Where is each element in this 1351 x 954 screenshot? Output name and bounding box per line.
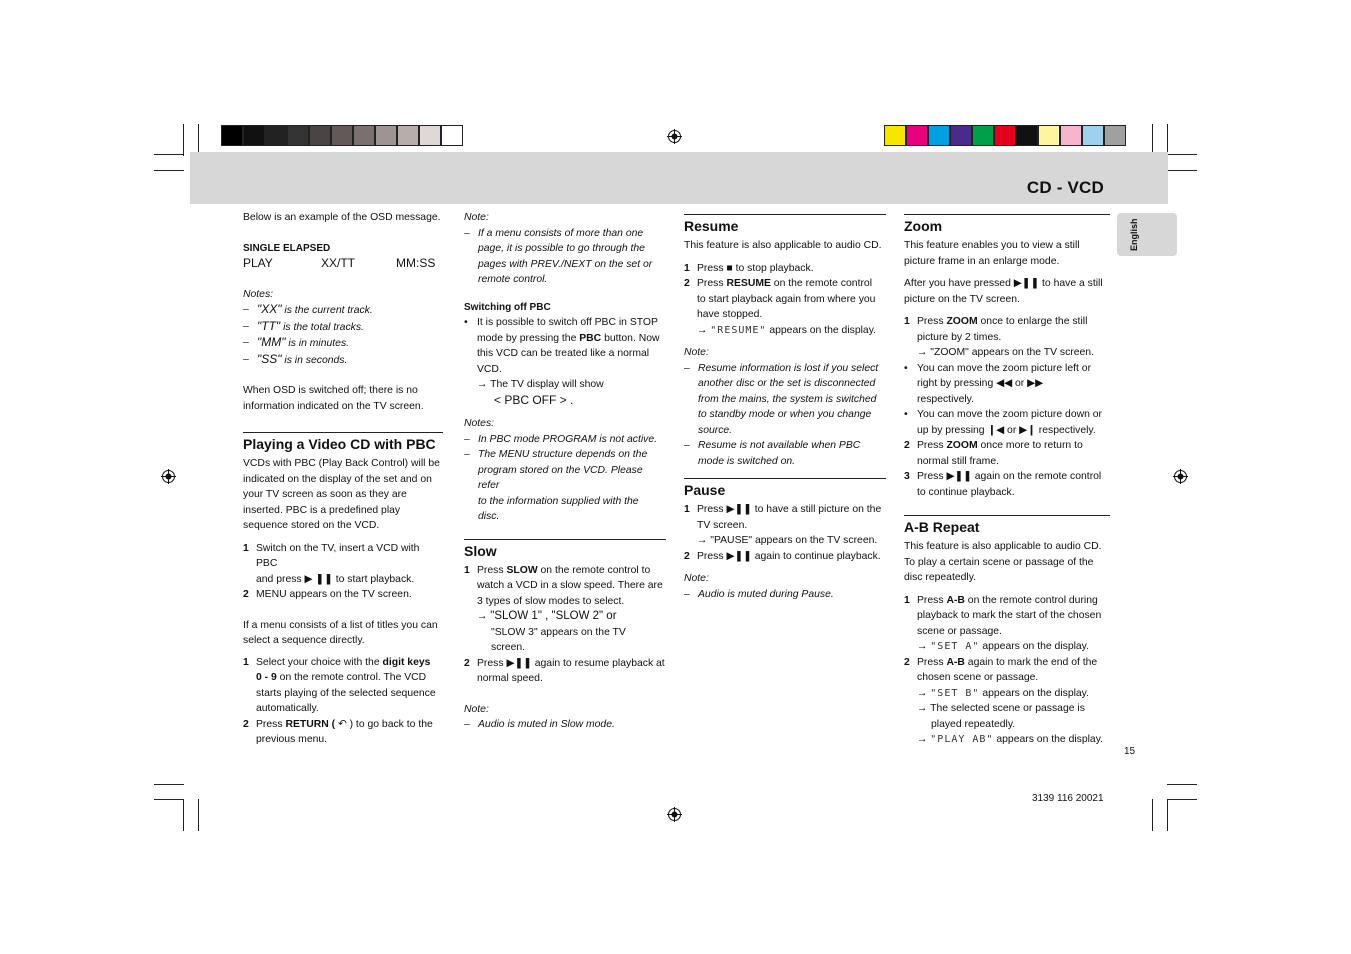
col3-note1-line: another disc or the set is disconnected (698, 378, 876, 389)
switch-off-pbc-title: Switching off PBC (464, 301, 551, 313)
ab-step-1-text: Press (917, 594, 947, 606)
zoom-step-2: 2 Press ZOOM once more to return to normal still frame. (904, 440, 1083, 467)
resume-arrow-text: appears on the display. (766, 324, 877, 336)
resume-note-title: Note: (684, 347, 709, 358)
osd-note-code: "MM" (257, 335, 286, 349)
set-b-lcd: "SET B" (930, 687, 980, 699)
registration-target-icon (667, 807, 682, 822)
calibration-swatch (928, 125, 950, 146)
zoom-step-2-text: Press (917, 440, 947, 451)
arrow-icon: → (917, 687, 928, 699)
slow-modes-line-3: screen. (491, 642, 526, 653)
arrow-icon: → (917, 703, 928, 714)
ab-step-2-arrow-2-text-2: played repeatedly. (931, 718, 1016, 730)
osd-note-code: "TT" (257, 318, 281, 333)
pbc-intro-line: inserted. PBC is a predefined play (243, 504, 401, 516)
registration-target-icon (667, 129, 682, 144)
calibration-swatch (1104, 125, 1126, 146)
digit-range-label: 0 - 9 (256, 672, 277, 683)
arrow-icon: → (917, 734, 928, 745)
calibration-swatch (221, 125, 243, 146)
col2-notes2-line: program stored on the VCD. Please refer (478, 464, 643, 491)
col3-note1-line: Resume information is lost if you select (698, 362, 879, 374)
arrow-icon: → (477, 379, 488, 390)
resume-step-2-text-2: on the remote control (770, 278, 872, 289)
slow-step-1-text-4: 3 types of slow modes to select. (477, 595, 625, 607)
calibration-swatch (397, 125, 419, 146)
col2-notes2-line: to the information supplied with the (478, 495, 639, 507)
calibration-swatch (375, 125, 397, 146)
zoom-key-label-2: ZOOM (946, 440, 978, 451)
ab-step-2-arrow-text: appears on the display. (979, 687, 1089, 699)
ab-step-2: 2 Press A-B again to mark the end of the chosen scene or passage. → "SET B" appears on the display. → The selected scene or passage is played repeatedly. → "PLAY AB" appears on the display. (904, 656, 1104, 745)
crop-mark (1167, 170, 1197, 171)
slow-note: – Audio is muted in Slow mode. (464, 717, 666, 733)
col2-notes2-line: disc. (478, 511, 500, 522)
section-heading-resume: Resume (684, 214, 886, 235)
part-number: 3139 116 20021 (1032, 793, 1104, 804)
switch-line-3: button. Now (601, 332, 660, 344)
zoom-after-line: picture on the TV screen. (904, 293, 1020, 305)
zoom-step-3-text: Press ▶❚❚ again on the remote control (917, 471, 1102, 482)
resume-intro: This feature is also applicable to audio CD. (684, 240, 882, 251)
switch-line-4: this VCD can be treated like a normal (477, 348, 650, 359)
section-heading-pause: Pause (684, 478, 886, 499)
slow-step-1-text: Press (477, 564, 507, 576)
ab-step-1-text-3: playback to mark the start of the chosen (917, 610, 1102, 621)
section-heading-zoom: Zoom (904, 214, 1110, 235)
col3-note2-line: Resume is not available when PBC (698, 440, 861, 451)
crop-mark (183, 124, 184, 156)
return-icon: ↶ (337, 718, 347, 730)
column-1 (243, 210, 443, 748)
calibration-swatch (1016, 125, 1038, 146)
calibration-swatch (243, 125, 265, 146)
slow-modes-line-2: "SLOW 3" appears on the TV (491, 626, 626, 638)
switch-arrow-text: The TV display will show (490, 379, 604, 390)
notes-title: Notes: (243, 288, 274, 300)
osd-note-text: is in seconds. (281, 354, 348, 366)
zoom-step-1-text-3: picture by 2 times. (917, 331, 1002, 343)
zb2-line: up by pressing ❙◀ or ▶❙ respectively. (917, 424, 1096, 436)
col2-note-line: remote control. (478, 274, 548, 285)
calibration-swatch (419, 125, 441, 146)
section-heading-slow: Slow (464, 539, 666, 560)
crop-mark (1167, 154, 1197, 155)
col2-note-line: page, it is possible to go through the (478, 243, 645, 254)
calibration-swatch (884, 125, 906, 146)
crop-mark (154, 154, 184, 155)
zoom-step-3: 3 Press ▶❚❚ again on the remote control to continue playback. (904, 471, 1102, 498)
pbc-note-1-text: In PBC mode PROGRAM is not active. (478, 433, 658, 445)
ab-step-1-arrow-text: appears on the display. (979, 641, 1089, 652)
osd-play: PLAY (243, 256, 273, 270)
pause-step-1-text: Press ▶❚❚ to have a still picture on the (697, 504, 882, 515)
pbc-intro-line: VCDs with PBC (Play Back Control) will be (243, 458, 440, 469)
ab-intro (904, 539, 1110, 586)
slow-step-1: 1 Press SLOW on the remote control to watch a VCD in a slow speed. There are 3 types of slow modes to select. → "SLOW 1" , "SLOW 2" or "SLOW 3" appears on the TV screen. (464, 564, 663, 653)
zoom-step-2-text-2: once more to return to (977, 440, 1083, 451)
calibration-swatch (441, 125, 463, 146)
pbc-step-1-line-1: Switch on the TV, insert a VCD with PBC (256, 542, 420, 569)
ab-intro-line: This feature is also applicable to audio CD. (904, 541, 1102, 552)
osd-note: – "MM" is in minutes. (243, 335, 350, 349)
select-step-2-text-2: ) to go back to the (346, 718, 433, 730)
crop-mark (154, 799, 184, 800)
arrow-icon: → (697, 535, 708, 546)
pause-step-1-text-2: TV screen. (697, 519, 748, 531)
select-step-1-text: Select your choice with the (256, 656, 383, 668)
menu-note-title: Note: (464, 212, 489, 223)
arrow-icon: → (697, 324, 708, 336)
zoom-intro-line: This feature enables you to view a still (904, 240, 1080, 251)
registration-target-icon (1173, 469, 1188, 484)
section-heading-ab-repeat: A-B Repeat (904, 515, 1110, 536)
col2-note-line: If a menu consists of more than one (478, 227, 644, 239)
language-tab (1117, 213, 1177, 256)
pbc-notes-title: Notes: (464, 418, 495, 429)
osd-note: – "XX" is the current track. (243, 302, 373, 316)
crop-mark (154, 170, 184, 171)
zoom-step-3-text-2: to continue playback. (917, 486, 1015, 498)
slow-step-1-text-3: watch a VCD in a slow speed. There are (477, 580, 663, 591)
resume-key-label: RESUME (726, 278, 771, 289)
pause-step-2-text: Press ▶❚❚ again to continue playback. (697, 550, 881, 562)
pause-note: – Audio is muted during Pause. (684, 587, 886, 603)
pbc-intro-line: indicated on the display of the set and on (243, 473, 432, 485)
pause-arrow-text: "PAUSE" appears on the TV screen. (710, 535, 878, 546)
osd-label: SINGLE ELAPSED (243, 242, 331, 254)
crop-mark (154, 784, 184, 785)
calibration-swatch (1082, 125, 1104, 146)
language-tab-label: English (1129, 218, 1139, 251)
arrow-icon: → (917, 641, 928, 652)
crop-mark (198, 799, 199, 831)
slow-step-1-text-2: on the remote control to (537, 564, 651, 576)
pause-note-text: Audio is muted during Pause. (698, 588, 834, 600)
osd-tracks: XX/TT (321, 256, 356, 270)
resume-step-1: 1 Press ■ to stop playback. (684, 261, 886, 277)
slow-key-label: SLOW (506, 564, 538, 576)
zoom-step-1: 1 Press ZOOM once to enlarge the still picture by 2 times. → "ZOOM" appears on the TV screen. (904, 316, 1094, 358)
select-step-2-text: Press (256, 718, 286, 730)
column-4 (904, 210, 1110, 748)
osd-time: MM:SS (396, 256, 436, 270)
zoom-arrow-text: "ZOOM" appears on the TV screen. (930, 347, 1094, 358)
digit-keys-label: digit keys (382, 656, 431, 668)
menu-list-line-1: If a menu consists of a list of titles you can (243, 619, 438, 631)
section-heading-pbc: Playing a Video CD with PBC (243, 432, 443, 453)
crop-mark (1167, 799, 1168, 831)
ab-step-2-arrow-3-text: appears on the display. (993, 734, 1104, 745)
page-number: 15 (1124, 746, 1136, 757)
page-title: CD - VCD (1026, 178, 1104, 197)
osd-row (243, 256, 443, 272)
switch-line-2: mode by pressing the (477, 332, 580, 344)
crop-mark (1152, 799, 1153, 831)
pbc-step-1: 1 Switch on the TV, insert a VCD with PBC and press ▶ ❚❚ to start playback. (243, 542, 420, 585)
zoom-step-2-text-3: normal still frame. (917, 455, 999, 467)
pbc-step-2: 2 MENU appears on the TV screen. (243, 587, 443, 603)
registration-target-icon (161, 469, 176, 484)
pbc-step-2-text: MENU appears on the TV screen. (256, 589, 412, 600)
osd-note-text: is the total tracks. (280, 321, 364, 333)
calibration-swatch (309, 125, 331, 146)
pbc-intro-line: your TV screen as soon as they are (243, 489, 407, 500)
pbc-note-2: – The MENU structure depends on the program stored on the VCD. Please refer to the information supplied with the disc. (464, 447, 666, 525)
play-ab-lcd: "PLAY AB" (930, 734, 994, 745)
zoom-bullet-1: • You can move the zoom picture left or right by pressing ◀◀ or ▶▶ respectively. (904, 361, 1110, 408)
set-a-lcd: "SET A" (930, 641, 980, 652)
zoom-intro-line: picture frame in an enlarge mode. (904, 255, 1060, 267)
ab-step-2-text-3: chosen scene or passage. (917, 672, 1039, 683)
pbc-off-osd: < PBC OFF > . (494, 392, 574, 407)
osd-notes-list (243, 302, 443, 368)
ab-step-1: 1 Press A-B on the remote control during playback to mark the start of the chosen scene or passage. → "SET A" appears on the display. (904, 594, 1102, 652)
ab-step-2-text: Press (917, 656, 947, 668)
crop-mark (1167, 784, 1197, 785)
resume-step-2-text: Press (697, 278, 727, 289)
osd-note: – "TT" is the total tracks. (243, 318, 364, 333)
calibration-swatch (353, 125, 375, 146)
pause-step-1: 1 Press ▶❚❚ to have a still picture on the TV screen. → "PAUSE" appears on the TV screen. (684, 504, 882, 546)
menu-list-line-2: select a sequence directly. (243, 635, 365, 646)
ab-key-label-2: A-B (946, 656, 965, 668)
ab-step-2-text-2: again to mark the end of the (964, 656, 1098, 668)
zoom-step-1-text: Press (917, 316, 947, 327)
crop-mark (183, 799, 184, 831)
col3-note1-line: source. (698, 424, 733, 436)
resume-step-2-text-4: have stopped. (697, 309, 763, 320)
menu-note: – If a menu consists of more than one page, it is possible to go through the pages with PREV./NEXT on the set or remote control. (464, 226, 666, 288)
slow-step-2-text: Press ▶❚❚ again to resume playback at (477, 657, 665, 669)
calibration-swatch (906, 125, 928, 146)
zb2-line: You can move the zoom picture down or (917, 409, 1103, 420)
switch-line-1: It is possible to switch off PBC in STOP (477, 317, 658, 328)
pbc-step-1-line-2: and press ▶ ❚❚ to start playback. (256, 573, 415, 585)
ab-key-label: A-B (946, 594, 965, 606)
pbc-intro (243, 456, 443, 534)
column-2 (464, 210, 666, 733)
zoom-after (904, 276, 1110, 307)
calibration-swatch (287, 125, 309, 146)
switch-off-pbc-bullet: • It is possible to switch off PBC in STOP mode by pressing the PBC button. Now this VCD can be treated like a normal VCD. → The TV display will show < PBC OFF > . (464, 317, 660, 407)
zb1-line: right by pressing ◀◀ or ▶▶ (917, 378, 1044, 389)
select-step-1-text-2: on the remote control. The VCD (276, 672, 427, 683)
ab-step-2-arrow-2-text: The selected scene or passage is (930, 703, 1085, 714)
pause-note-title: Note: (684, 573, 709, 584)
header-band (190, 152, 1168, 204)
switch-line-5: VCD. (477, 363, 502, 375)
col3-note1-line: to standby mode or when you change (698, 409, 872, 420)
crop-mark (1167, 799, 1197, 800)
zoom-step-1-text-2: once to enlarge the still (977, 316, 1088, 327)
osd-note-code: "SS" (257, 351, 282, 366)
zoom-key-label: ZOOM (946, 316, 978, 327)
ab-intro-line: disc repeatedly. (904, 572, 977, 583)
slow-note-text: Audio is muted in Slow mode. (478, 719, 615, 730)
pbc-note-1: – In PBC mode PROGRAM is not active. (464, 432, 666, 448)
zb1-line: You can move the zoom picture left or (917, 362, 1092, 374)
col2-note-line: pages with PREV./NEXT on the set or (478, 258, 653, 270)
osd-off-line-2: information indicated on the TV screen. (243, 400, 424, 412)
calibration-swatch (950, 125, 972, 146)
ab-step-1-text-2: on the remote control during (964, 594, 1098, 606)
pbc-key-label: PBC (579, 332, 602, 344)
resume-step-1-text: Press ■ to stop playback. (697, 262, 814, 274)
resume-note-2: – Resume is not available when PBC mode is switched on. (684, 438, 886, 469)
slow-step-2-text-2: normal speed. (477, 673, 543, 684)
osd-note-text: is the current track. (281, 305, 373, 316)
osd-off-line-1: When OSD is switched off; there is no (243, 385, 418, 396)
osd-note-code: "XX" (257, 302, 282, 316)
zoom-after-line: After you have pressed ▶❚❚ to have a still (904, 278, 1103, 289)
column-3 (684, 210, 886, 602)
ab-step-1-text-4: scene or passage. (917, 625, 1002, 637)
ab-intro-line: To play a certain scene or passage of the (904, 556, 1094, 568)
pause-step-2: 2 Press ▶❚❚ again to continue playback. (684, 549, 886, 565)
select-step-1-text-4: automatically. (256, 703, 319, 714)
calibration-swatch (972, 125, 994, 146)
calibration-swatch (1060, 125, 1082, 146)
slow-step-2: 2 Press ▶❚❚ again to resume playback at normal speed. (464, 657, 665, 684)
zoom-bullet-2: • You can move the zoom picture down or up by pressing ❙◀ or ▶❙ respectively. (904, 407, 1110, 438)
select-step-1: 1 Select your choice with the digit keys 0 - 9 on the remote control. The VCD starts playing of the selected sequence automatically. (243, 656, 436, 714)
select-step-1-text-3: starts playing of the selected sequence (256, 687, 436, 699)
calibration-swatch (331, 125, 353, 146)
arrow-icon: → (477, 611, 488, 622)
zb1-line: respectively. (917, 393, 974, 405)
resume-note-1: – Resume information is lost if you select another disc or the set is disconnected from the mains, the system is switched to standby mode or when you change source. (684, 361, 886, 439)
resume-step-2-text-3: to start playback again from where you (697, 293, 876, 305)
calibration-swatch (1038, 125, 1060, 146)
select-step-2-text-3: previous menu. (256, 734, 328, 745)
osd-note: – "SS" is in seconds. (243, 351, 348, 366)
osd-note-text: is in minutes. (285, 338, 350, 349)
col3-note2-line: mode is switched on. (698, 455, 796, 467)
resume-lcd: "RESUME" (710, 324, 767, 336)
zoom-intro (904, 238, 1110, 269)
resume-step-2: 2 Press RESUME on the remote control to start playback again from where you have stopped. → "RESUME" appears on the display. (684, 278, 877, 336)
col3-note1-line: from the mains, the system is switched (698, 393, 877, 405)
calibration-swatch (994, 125, 1016, 146)
slow-modes-line-1: "SLOW 1" , "SLOW 2" or (490, 610, 617, 622)
return-key-label: RETURN ( (285, 718, 336, 730)
osd-intro: Below is an example of the OSD message. (243, 212, 441, 223)
calibration-swatch (265, 125, 287, 146)
pbc-intro-line: sequence stored on the VCD. (243, 520, 380, 531)
select-step-2: 2 Press RETURN ( ↶ ) to go back to the previous menu. (243, 718, 433, 745)
slow-note-title: Note: (464, 703, 489, 715)
arrow-icon: → (917, 347, 928, 358)
col2-notes2-line: The MENU structure depends on the (478, 449, 648, 460)
